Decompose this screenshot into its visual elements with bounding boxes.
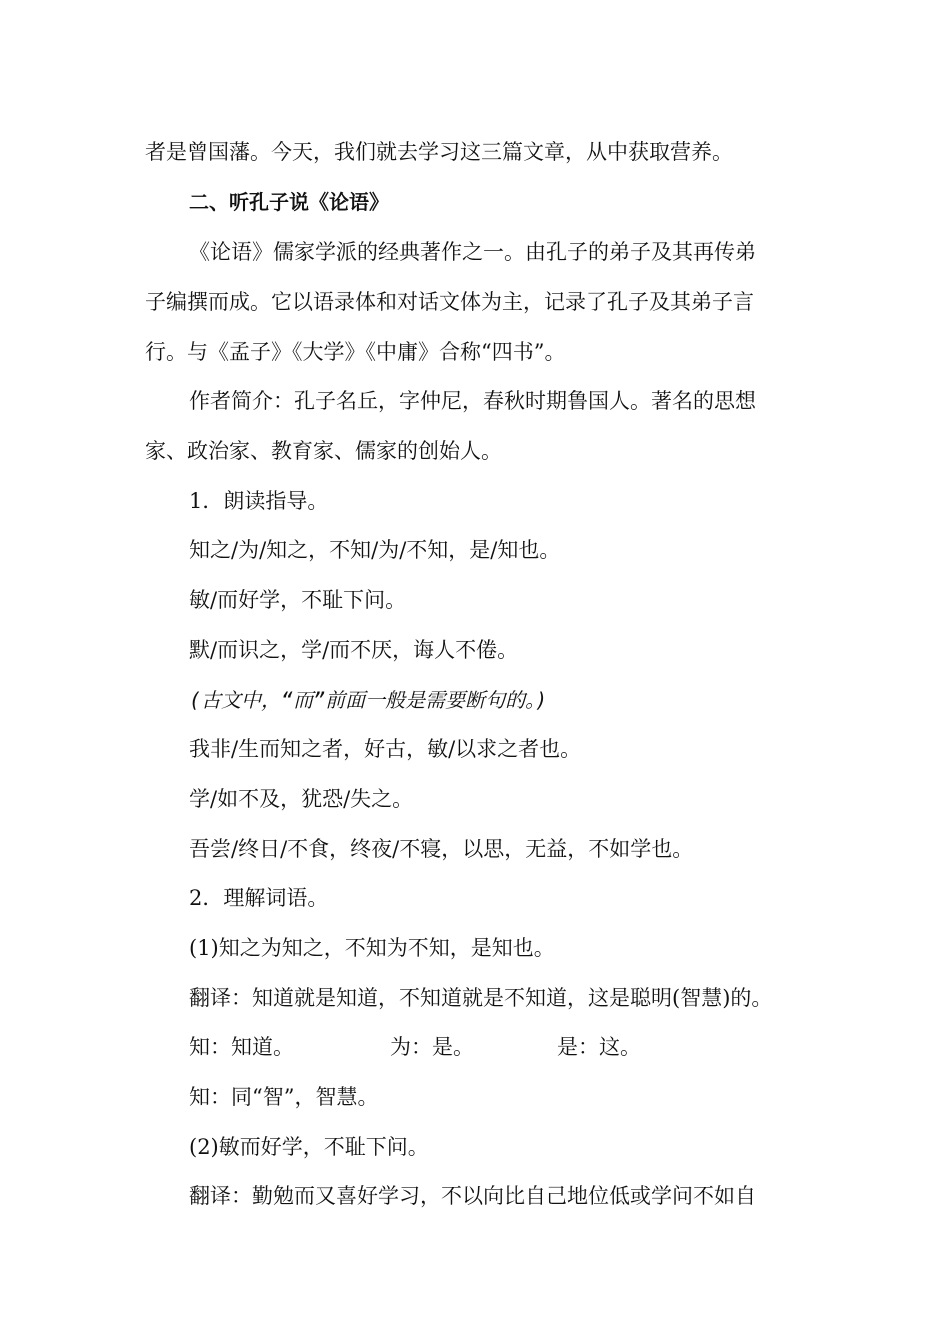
gloss-item: 是：这。 <box>557 1035 641 1059</box>
reading-line: 吾尝/终日/不食，终夜/不寝，以思，无益，不如学也。 <box>189 837 694 861</box>
quote-line: (2)敏而好学，不耻下问。 <box>189 1135 429 1159</box>
gloss-line: 知：同“智”，智慧。 <box>189 1085 379 1109</box>
paragraph-line: 《论语》儒家学派的经典著作之一。由孔子的弟子及其再传弟 <box>189 240 756 264</box>
reading-line: 学/如不及，犹恐/失之。 <box>189 787 414 811</box>
paragraph-line: 行。与《孟子》《大学》《中庸》合称“四书”。 <box>145 340 566 364</box>
reading-line: 敏/而好学，不耻下问。 <box>189 588 407 612</box>
paragraph-line: 子编撰而成。它以语录体和对话文体为主，记录了孔子及其弟子言 <box>145 290 754 314</box>
reading-note: (古文中，“而”前面一般是需要断句的。) <box>189 688 548 712</box>
section-heading: 二、听孔子说《论语》 <box>189 190 389 214</box>
paragraph-line: 者是曾国藩。今天，我们就去学习这三篇文章，从中获取营养。 <box>145 140 733 164</box>
quote-line: (1)知之为知之，不知为不知，是知也。 <box>189 936 555 960</box>
reading-line: 默/而识之，学/而不厌，诲人不倦。 <box>189 638 519 662</box>
gloss-item: 知：知道。 <box>189 1035 294 1059</box>
reading-line: 我非/生而知之者，好古，敏/以求之者也。 <box>189 737 582 761</box>
paragraph-line: 作者简介：孔子名丘，字仲尼，春秋时期鲁国人。著名的思想 <box>189 389 756 413</box>
paragraph-line: 家、政治家、教育家、儒家的创始人。 <box>145 439 502 463</box>
translation-line: 翻译：知道就是知道，不知道就是不知道，这是聪明(智慧)的。 <box>189 986 773 1010</box>
translation-line: 翻译：勤勉而又喜好学习，不以向比自己地位低或学问不如自 <box>189 1184 756 1208</box>
subsection-heading: 1．朗读指导。 <box>189 489 329 513</box>
gloss-item: 为：是。 <box>390 1035 474 1059</box>
reading-line: 知之/为/知之，不知/为/不知，是/知也。 <box>189 538 561 562</box>
subsection-heading: 2．理解词语。 <box>189 886 329 910</box>
